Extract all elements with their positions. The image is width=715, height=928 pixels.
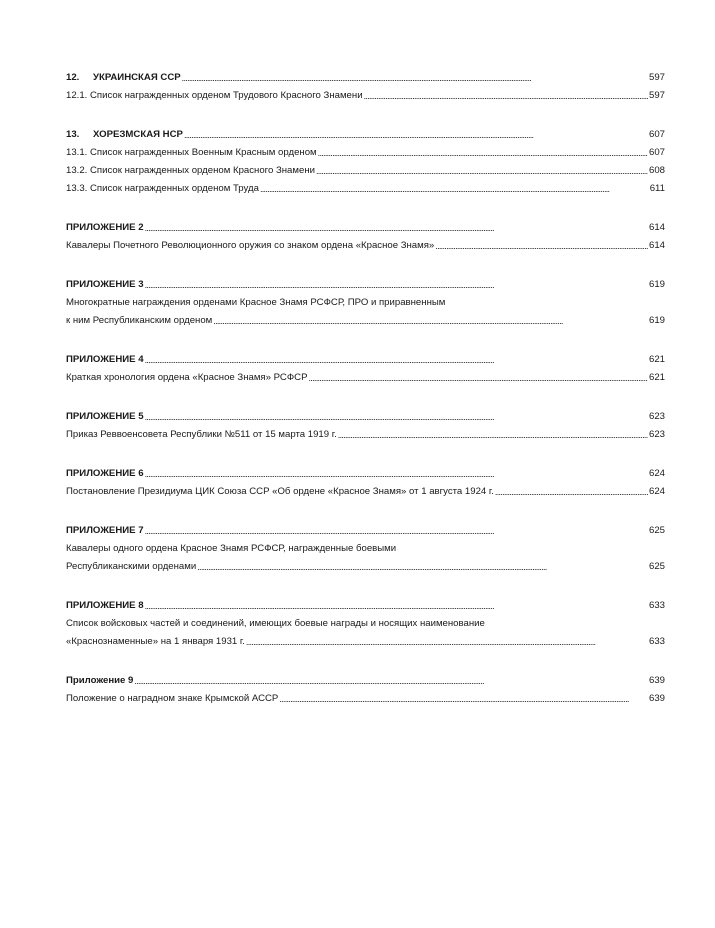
toc-entry[interactable] [66,423,665,441]
page-number: 639 [648,693,665,704]
toc-entry[interactable] [66,555,665,573]
toc-entry[interactable] [66,612,665,630]
toc-entry[interactable] [66,159,665,177]
section-title: ПРИЛОЖЕНИЕ 6 [66,468,144,479]
section-heading-text [66,279,144,291]
dot-leader [364,90,648,102]
dot-leader [260,183,649,195]
toc-section-heading[interactable] [66,273,665,291]
dot-leader [435,240,648,252]
section-heading-text [66,354,144,366]
entry-text: Постановление Президиума ЦИК Союза ССР «Об ордене «Красное Знамя» от 1 августа 1924 г. [66,486,494,497]
page-number: 621 [648,372,665,383]
entry-text: Список войсковых частей и соединений, имеющих боевые награды и носящих наименование [66,618,485,629]
section-spacer [66,327,665,348]
dot-leader [495,486,648,498]
page-number: 607 [648,129,665,140]
dot-leader [145,279,648,291]
dot-leader [184,129,648,141]
section-title: ПРИЛОЖЕНИЕ 4 [66,354,144,365]
section-heading-text [66,525,144,537]
table-of-contents [66,66,665,705]
toc-entry[interactable] [66,687,665,705]
dot-leader [145,222,648,234]
entry-text: к ним Республиканским орденом [66,315,213,326]
dot-leader [213,315,648,327]
dot-leader [197,561,648,573]
toc-section-heading[interactable] [66,66,665,84]
dot-leader [145,525,648,537]
page-number: 621 [648,354,665,365]
dot-leader [308,372,648,384]
page-number: 607 [648,147,665,158]
page-number: 597 [648,90,665,101]
page-number: 625 [648,561,665,572]
page-number: 633 [648,636,665,647]
page-number: 619 [648,315,665,326]
entry-text: Республиканскими орденами [66,561,197,572]
entry-text: «Краснознаменные» на 1 января 1931 г. [66,636,245,647]
toc-entry[interactable] [66,234,665,252]
section-heading-text [66,72,181,84]
entry-text: 12.1. Список награжденных орденом Трудового Красного Знамени [66,90,363,101]
section-spacer [66,498,665,519]
section-title: Приложение 9 [66,675,134,686]
toc-section-heading[interactable] [66,348,665,366]
entry-text: Приказ Реввоенсовета Республики №511 от 15 марта 1919 г. [66,429,337,440]
toc-entry[interactable] [66,177,665,195]
page-number: 597 [648,72,665,83]
toc-entry[interactable] [66,630,665,648]
entry-text: 13.2. Список награжденных орденом Красного Знамени [66,165,315,176]
entry-text: Кавалеры одного ордена Красное Знамя РСФСР, награжденные боевыми [66,543,397,554]
section-title: ПРИЛОЖЕНИЕ 2 [66,222,144,233]
dot-leader [279,693,648,705]
section-spacer [66,573,665,594]
section-spacer [66,384,665,405]
section-title: ПРИЛОЖЕНИЕ 7 [66,525,144,536]
toc-entry[interactable] [66,480,665,498]
page-number: 625 [648,525,665,536]
page-number: 633 [648,600,665,611]
section-heading-text [66,411,144,423]
section-spacer [66,102,665,123]
toc-entry[interactable] [66,366,665,384]
section-title: ПРИЛОЖЕНИЕ 5 [66,411,144,422]
page-number: 608 [648,165,665,176]
section-heading-text [66,129,183,141]
toc-entry[interactable] [66,291,665,309]
toc-section-heading[interactable] [66,462,665,480]
entry-text: Положение о наградном знаке Крымской АССР [66,693,279,704]
section-heading-text [66,675,133,687]
entry-text: Многократные награждения орденами Красное Знамя РСФСР, ПРО и приравненным [66,297,446,308]
section-title: ПРИЛОЖЕНИЕ 8 [66,600,144,611]
toc-section-heading[interactable] [66,123,665,141]
section-heading-text [66,222,144,234]
section-title: ХОРЕЗМСКАЯ НСР [93,129,183,140]
section-title: УКРАИНСКАЯ ССР [93,72,181,83]
dot-leader [316,165,648,177]
dot-leader [318,147,648,159]
page-number: 623 [648,429,665,440]
entry-text: Краткая хронология ордена «Красное Знамя» РСФСР [66,372,308,383]
toc-entry[interactable] [66,537,665,555]
dot-leader [145,411,648,423]
section-number: 12. [66,72,80,83]
dot-leader [134,675,648,687]
page-number: 614 [648,240,665,251]
toc-section-heading[interactable] [66,594,665,612]
page-number: 624 [648,486,665,497]
toc-section-heading[interactable] [66,405,665,423]
toc-section-heading[interactable] [66,519,665,537]
dot-leader [246,636,648,648]
section-spacer [66,252,665,273]
entry-text: Кавалеры Почетного Революционного оружия со знаком ордена «Красное Знамя» [66,240,435,251]
page-number: 639 [648,675,665,686]
page-number: 624 [648,468,665,479]
section-heading-text [66,600,144,612]
toc-entry[interactable] [66,309,665,327]
page-number: 611 [649,183,665,194]
toc-entry[interactable] [66,84,665,102]
toc-section-heading[interactable] [66,669,665,687]
toc-section-heading[interactable] [66,216,665,234]
section-spacer [66,195,665,216]
page-number: 623 [648,411,665,422]
entry-text: 13.3. Список награжденных орденом Труда [66,183,259,194]
section-title: ПРИЛОЖЕНИЕ 3 [66,279,144,290]
section-number: 13. [66,129,80,140]
dot-leader [182,72,648,84]
section-heading-text [66,468,144,480]
section-spacer [66,648,665,669]
page-number: 614 [648,222,665,233]
dot-leader [338,429,648,441]
page-number: 619 [648,279,665,290]
toc-entry[interactable] [66,141,665,159]
entry-text: 13.1. Список награжденных Военным Красным орденом [66,147,317,158]
dot-leader [145,468,648,480]
dot-leader [145,354,648,366]
section-spacer [66,441,665,462]
dot-leader [145,600,648,612]
